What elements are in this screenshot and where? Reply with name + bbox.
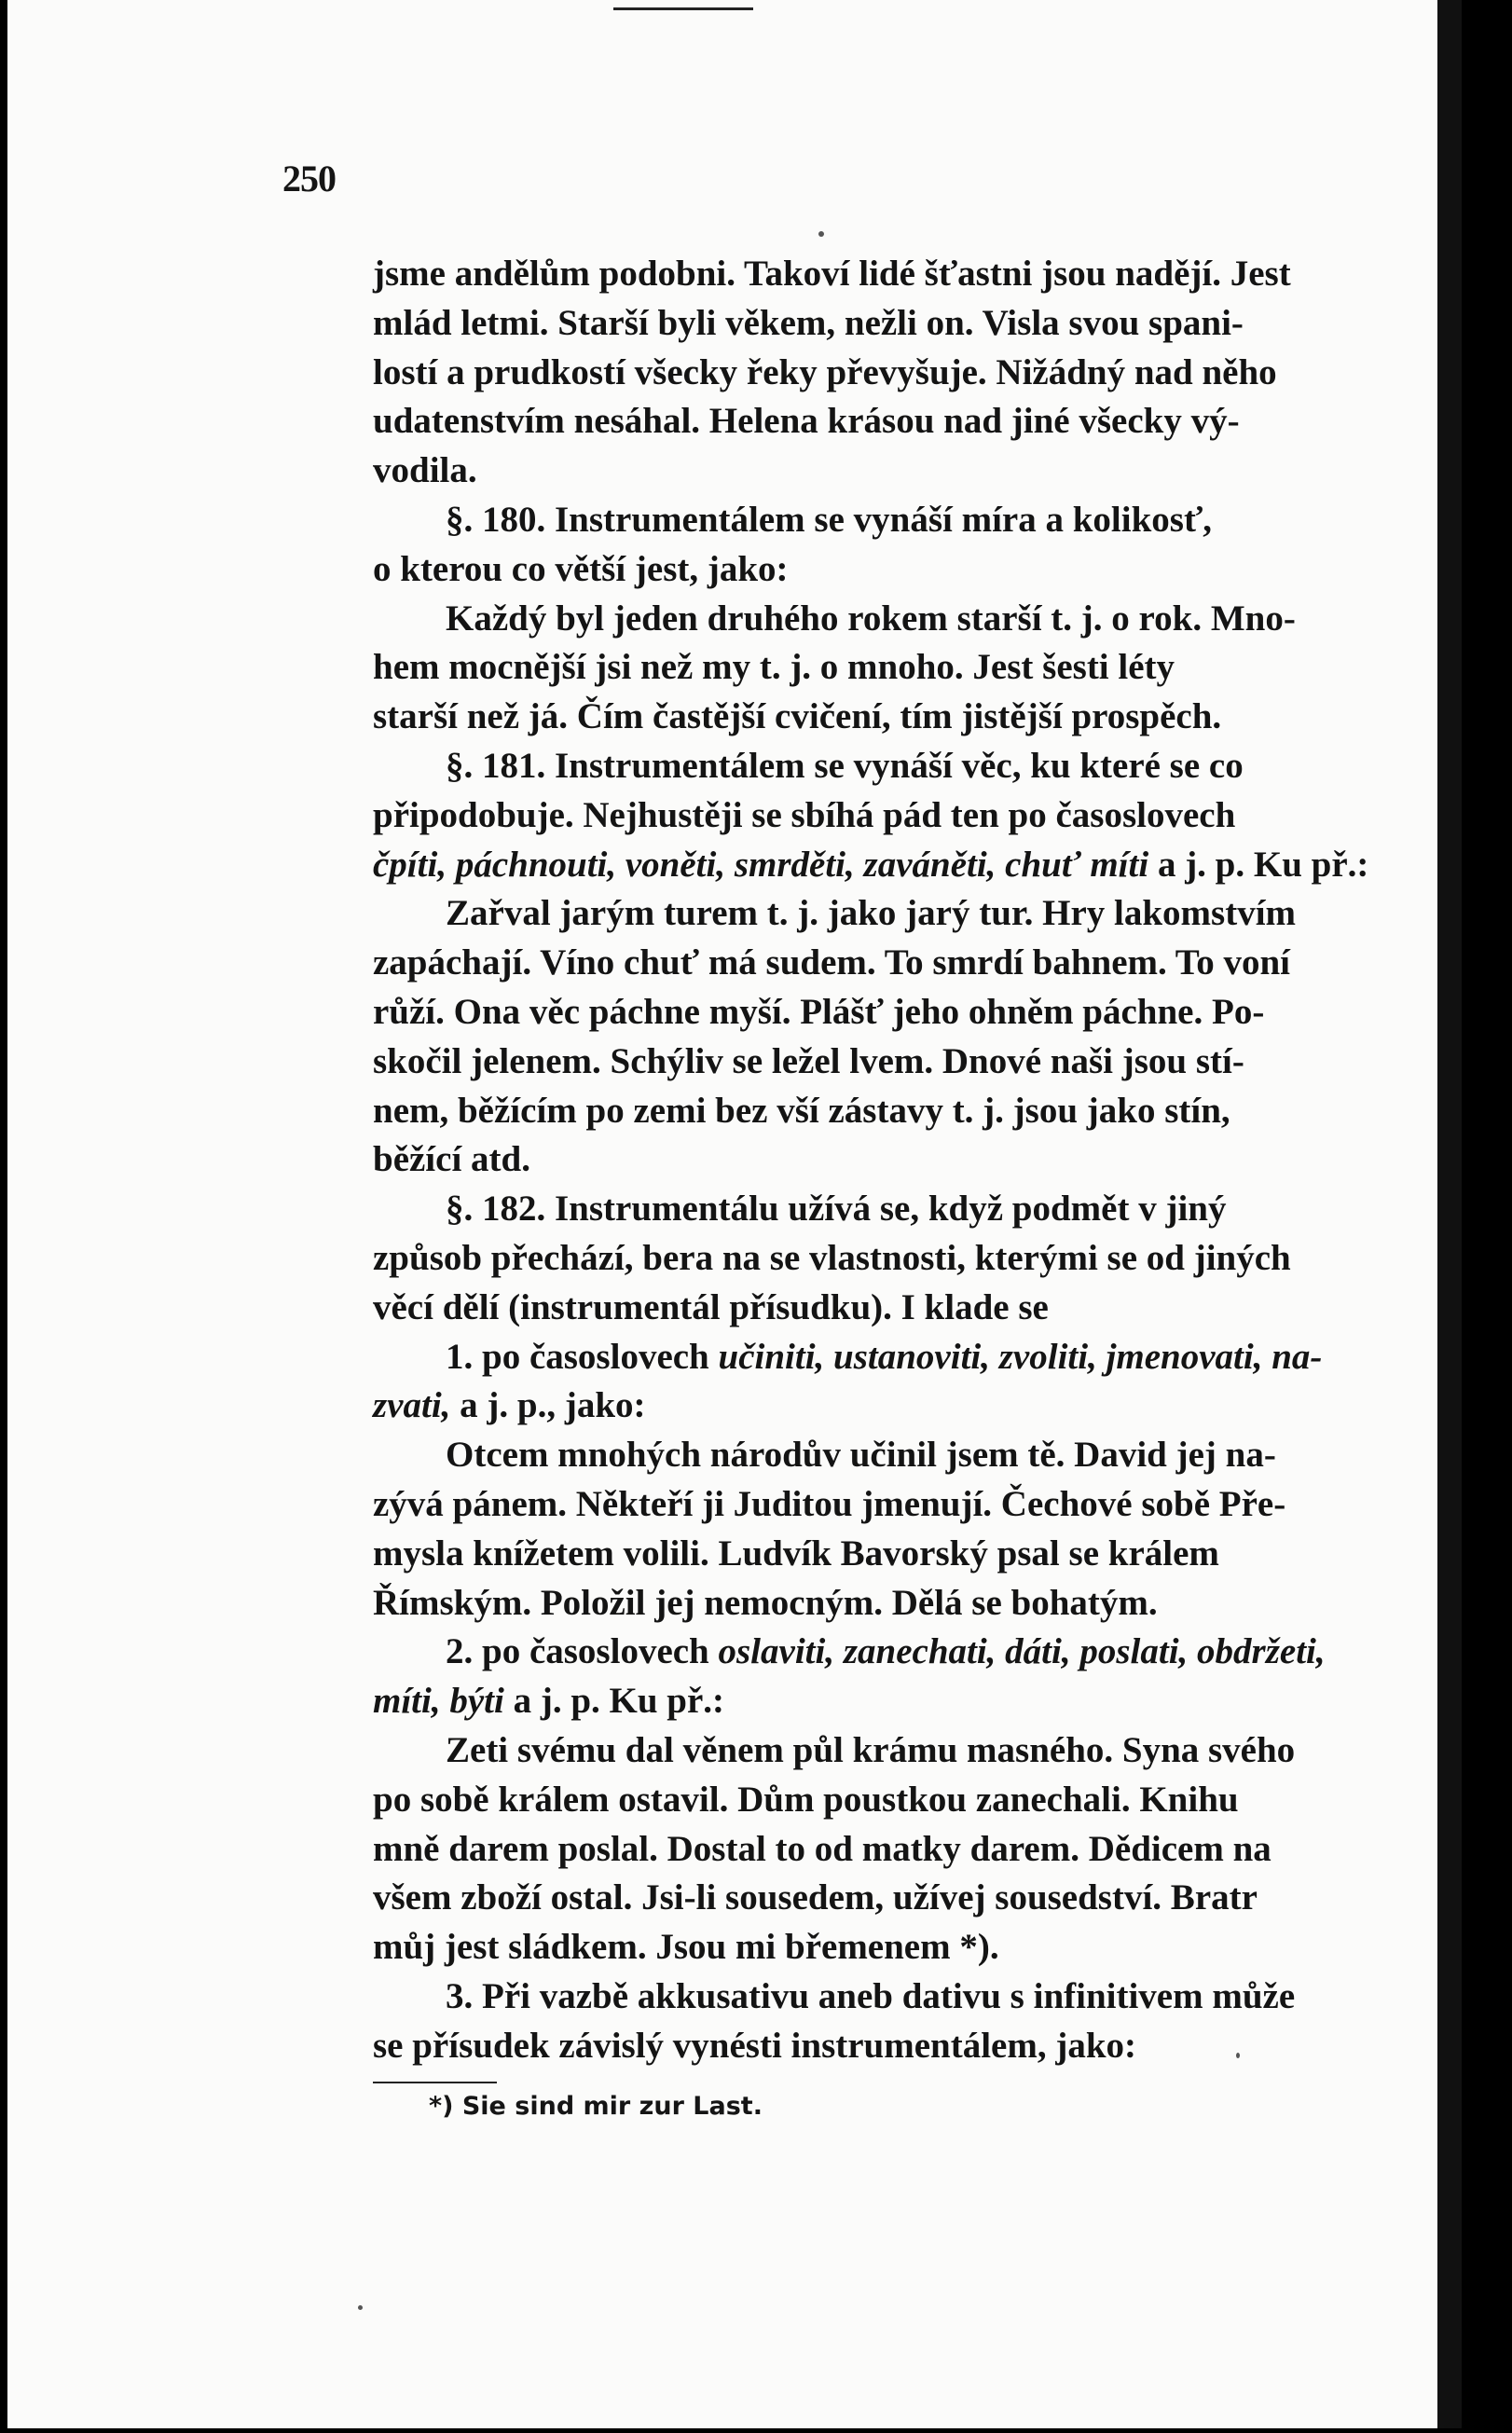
section-182 (373, 1185, 1370, 1332)
text-line: mlád letmi. Starší byli věkem, nežli on. Visla svou spani- (373, 302, 1244, 343)
text-line: Římským. Položil jej nemocným. Dělá se bohatým. (373, 1582, 1158, 1623)
text-line: mysla knížetem volili. Ludvík Bavorský psal se králem (373, 1533, 1219, 1574)
rule-3 (373, 1973, 1370, 2071)
paper-speck (818, 231, 824, 237)
top-edge-mark (613, 7, 753, 10)
text-line: po sobě králem ostavil. Dům poustkou zanechali. Knihu (373, 1779, 1239, 1820)
text-line: hem mocnější jsi než my t. j. o mnoho. Jest šesti léty (373, 647, 1175, 688)
text-line: Zeti svému dal věnem půl krámu masného. Syna svého (446, 1729, 1296, 1770)
text-line: jsme andělům podobni. Takoví lidé šťastni jsou nadějí. Jest (373, 254, 1291, 294)
footnote: *) Sie sind mir zur Last. (429, 2092, 763, 2121)
verb-list-italic: oslaviti, zanechati, dáti, poslati, obdržeti, (718, 1631, 1326, 1672)
text-line: mně darem poslal. Dostal to od matky darem. Dědicem na (373, 1828, 1271, 1869)
paper-speck (1236, 2053, 1240, 2058)
book-page (7, 0, 1462, 2428)
text-line: skočil jelenem. Schýliv se ležel lvem. Dnové naši jsou stí- (373, 1040, 1244, 1081)
text-line: 1. po časoslovech (446, 1336, 719, 1377)
body-text (373, 250, 1370, 2070)
examples-rule-2 (373, 1726, 1370, 1973)
text-line: lostí a prudkostí všecky řeky převyšuje. Nižádný nad něho (373, 351, 1277, 392)
section-181 (373, 742, 1370, 889)
text-line: o kterou co větší jest, jako: (373, 548, 789, 589)
text-line: §. 180. Instrumentálem se vynáší míra a kolikosť, (446, 499, 1213, 540)
page-number: 250 (282, 158, 336, 199)
verb-list-italic: učiniti, ustanoviti, zvoliti, jmenovati, na- (718, 1336, 1323, 1377)
text-line: 2. po časoslovech (446, 1631, 719, 1672)
text-line: udatenstvím nesáhal. Helena krásou nad jiné všecky vý- (373, 401, 1240, 442)
examples-180 (373, 595, 1370, 742)
paper-speck (358, 2305, 363, 2310)
text-line: zapáchají. Víno chuť má sudem. To smrdí bahnem. To voní (373, 942, 1291, 983)
text-line: nem, běžícím po zemi bez vší zástavy t. j. jsou jako stín, (373, 1090, 1230, 1131)
text-line: zývá pánem. Někteří ji Juditou jmenují. Čechové sobě Pře- (373, 1483, 1286, 1524)
rule-1 (373, 1333, 1370, 1432)
text-line: vodila. (373, 450, 477, 491)
text-line: běžící atd. (373, 1139, 530, 1180)
text-line: Otcem mnohých národův učinil jsem tě. David jej na- (446, 1435, 1276, 1476)
text-line: růží. Ona věc páchne myší. Plášť jeho ohněm páchne. Po- (373, 991, 1265, 1032)
footnote-rule (373, 2082, 497, 2083)
text-line: Každý byl jeden druhého rokem starší t. j. o rok. Mno- (446, 598, 1296, 639)
text-line: §. 181. Instrumentálem se vynáší věc, ku které se co (446, 745, 1244, 786)
text-line: připodobuje. Nejhustěji se sbíhá pád ten po časoslovech (373, 794, 1236, 835)
text-line: 3. Při vazbě akkusativu aneb dativu s infinitivem může (446, 1975, 1296, 2016)
text-line: a j. p., jako: (450, 1385, 646, 1426)
section-180 (373, 496, 1370, 595)
verb-list-italic: čpíti, páchnouti, voněti, smrděti, zaváněti, chuť míti (373, 844, 1149, 885)
text-line: můj jest sládkem. Jsou mi břemenem *). (373, 1927, 999, 1968)
text-line: a j. p. Ku př.: (1148, 844, 1369, 885)
verb-list-italic: míti, býti (373, 1681, 504, 1722)
text-line: §. 182. Instrumentálu užívá se, když podmět v jiný (446, 1189, 1227, 1230)
verb-list-italic: zvati, (373, 1385, 451, 1426)
text-line: věcí dělí (instrumentál přísudku). I klade se (373, 1286, 1049, 1327)
text-line: starší než já. Čím častější cvičení, tím jistější prospěch. (373, 696, 1222, 737)
rule-2 (373, 1628, 1370, 1726)
page-right-edge (1437, 0, 1462, 2428)
examples-rule-1 (373, 1431, 1370, 1628)
text-line: se přísudek závislý vynésti instrumentálem, jako: (373, 2025, 1136, 2066)
text-line: Zařval jarým turem t. j. jako jarý tur. Hry lakomstvím (446, 893, 1297, 934)
paragraph-1 (373, 250, 1370, 496)
text-line: způsob přechází, bera na se vlastnosti, kterými se od jiných (373, 1237, 1291, 1278)
text-line: a j. p. Ku př.: (503, 1681, 725, 1722)
text-line: všem zboží ostal. Jsi-li sousedem, užívej sousedství. Bratr (373, 1877, 1258, 1918)
examples-181 (373, 889, 1370, 1185)
